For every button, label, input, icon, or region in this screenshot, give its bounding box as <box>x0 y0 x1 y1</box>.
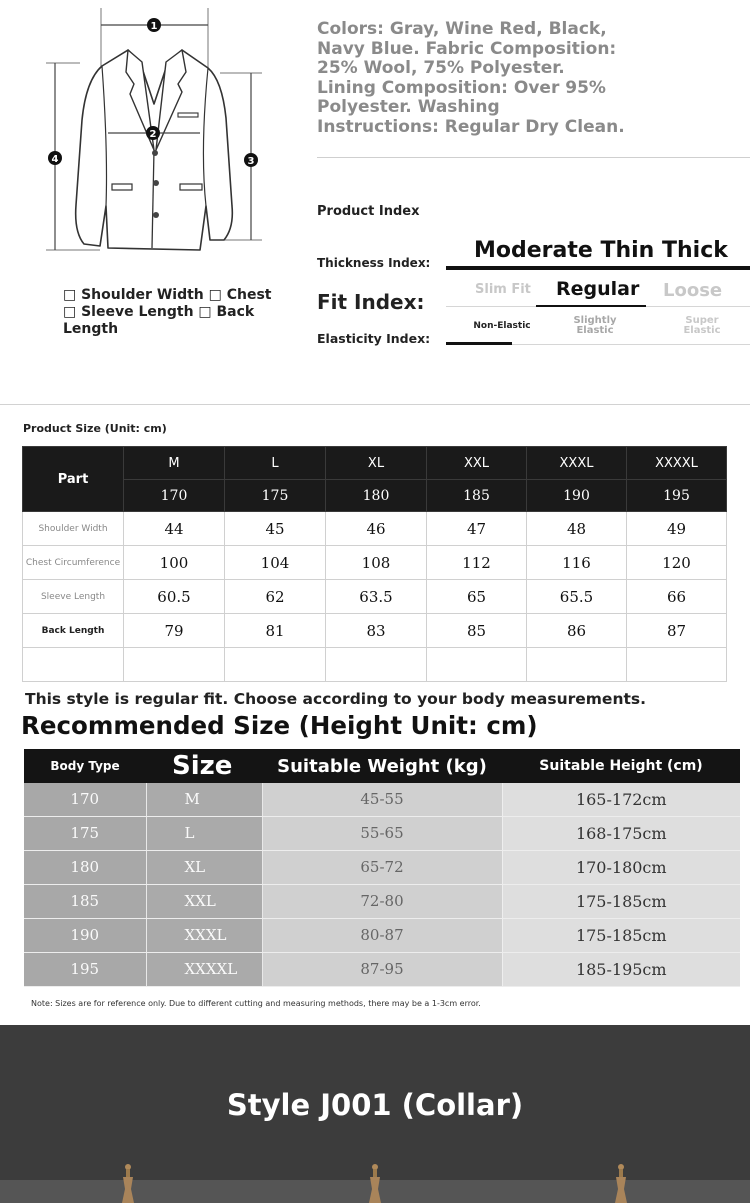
fit-note: This style is regular fit. Choose according to your body measurements. <box>25 690 647 708</box>
body-type-cell: 180 <box>24 850 146 884</box>
table-cell: 45 <box>225 512 326 546</box>
header-size: Size <box>146 749 262 783</box>
size-cell: L <box>146 816 262 850</box>
table-cell: 79 <box>124 614 225 648</box>
size-header-cell: XXXXL <box>627 447 727 480</box>
table-cell: 62 <box>225 580 326 614</box>
thickness-index-label: Thickness Index: <box>317 256 431 270</box>
height-header-cell: 185 <box>427 480 527 512</box>
thickness-index-value: Moderate Thin Thick <box>474 238 728 263</box>
row-label: Sleeve Length <box>23 580 124 614</box>
body-type-cell: 195 <box>24 952 146 986</box>
recommend-table <box>24 749 740 987</box>
height-header-row <box>23 480 727 512</box>
size-cell: XL <box>146 850 262 884</box>
weight-cell: 45-55 <box>262 783 502 816</box>
table-cell: 66 <box>627 580 727 614</box>
elasticity-option-slight: Slightly Elastic <box>573 315 617 336</box>
table-cell: 108 <box>326 546 427 580</box>
header-weight: Suitable Weight (kg) <box>262 749 502 783</box>
height-header-cell: 175 <box>225 480 326 512</box>
thickness-indicator-bar <box>446 266 750 270</box>
table-cell: 46 <box>326 512 427 546</box>
table-cell: 86 <box>527 614 627 648</box>
style-banner <box>0 1025 750 1203</box>
size-cell: M <box>146 783 262 816</box>
size-header-cell: L <box>225 447 326 480</box>
table-cell: 120 <box>627 546 727 580</box>
body-type-cell: 175 <box>24 816 146 850</box>
table-cell: 87 <box>627 614 727 648</box>
size-cell: XXL <box>146 884 262 918</box>
fit-indicator-bar <box>536 305 646 307</box>
table-cell: 81 <box>225 614 326 648</box>
body-type-cell: 190 <box>24 918 146 952</box>
row-label: Back Length <box>23 614 124 648</box>
size-header-cell: XXL <box>427 447 527 480</box>
banner-title: Style J001 (Collar) <box>226 1088 524 1122</box>
table-row <box>24 816 740 850</box>
diagram-legend: □ Shoulder Width □ Chest □ Sleeve Length □ Back Length <box>63 287 272 337</box>
weight-cell: 55-65 <box>262 816 502 850</box>
divider <box>317 157 750 158</box>
table-cell: 47 <box>427 512 527 546</box>
row-label: Chest Circumference <box>23 546 124 580</box>
table-cell: 65 <box>427 580 527 614</box>
height-cell: 185-195cm <box>502 952 740 986</box>
table-cell: 44 <box>124 512 225 546</box>
svg-text:4: 4 <box>51 154 59 165</box>
weight-cell: 72-80 <box>262 884 502 918</box>
elasticity-option-super: Super Elastic <box>683 315 721 336</box>
height-cell: 175-185cm <box>502 918 740 952</box>
table-row <box>24 952 740 986</box>
height-header-cell: 180 <box>326 480 427 512</box>
hanger-hook-icon <box>119 1163 137 1203</box>
table-cell: 48 <box>527 512 627 546</box>
svg-text:2: 2 <box>149 129 157 140</box>
table-row <box>23 546 727 580</box>
fit-option-loose: Loose <box>663 280 723 301</box>
height-cell: 175-185cm <box>502 884 740 918</box>
height-header-cell: 170 <box>124 480 225 512</box>
weight-cell: 80-87 <box>262 918 502 952</box>
fit-option-slim: Slim Fit <box>475 282 531 297</box>
hanger-hook-icon <box>612 1163 630 1203</box>
elasticity-option-non: Non-Elastic <box>473 321 531 331</box>
height-cell: 168-175cm <box>502 816 740 850</box>
part-header: Part <box>23 447 124 512</box>
height-cell: 165-172cm <box>502 783 740 816</box>
fit-option-regular: Regular <box>556 278 640 300</box>
table-cell: 60.5 <box>124 580 225 614</box>
table-cell: 112 <box>427 546 527 580</box>
table-cell: 100 <box>124 546 225 580</box>
table-row <box>24 783 740 816</box>
weight-cell: 65-72 <box>262 850 502 884</box>
empty-row <box>23 648 727 682</box>
weight-cell: 87-95 <box>262 952 502 986</box>
table-row <box>24 918 740 952</box>
size-cell: XXXXL <box>146 952 262 986</box>
table-row <box>23 512 727 546</box>
recommend-header-row <box>24 749 740 783</box>
table-row <box>23 580 727 614</box>
table-cell: 83 <box>326 614 427 648</box>
header-height: Suitable Height (cm) <box>502 749 740 783</box>
table-cell: 49 <box>627 512 727 546</box>
recommend-title: Recommended Size (Height Unit: cm) <box>21 711 538 740</box>
body-type-cell: 185 <box>24 884 146 918</box>
table-row <box>24 884 740 918</box>
table-row <box>23 614 727 648</box>
size-disclaimer: Note: Sizes are for reference only. Due to different cutting and measuring methods, there may be a 1-3cm error. <box>31 999 481 1008</box>
svg-text:1: 1 <box>150 21 158 32</box>
jacket-measurement-diagram <box>40 0 270 260</box>
table-cell: 85 <box>427 614 527 648</box>
table-cell: 63.5 <box>326 580 427 614</box>
size-header-row <box>23 447 727 480</box>
header-body-type: Body Type <box>24 749 146 783</box>
size-table-title: Product Size (Unit: cm) <box>23 422 167 435</box>
table-cell: 116 <box>527 546 627 580</box>
table-row <box>24 850 740 884</box>
height-header-cell: 195 <box>627 480 727 512</box>
svg-text:3: 3 <box>247 156 255 167</box>
row-label: Shoulder Width <box>23 512 124 546</box>
section-divider <box>0 404 750 405</box>
marker-back-length <box>48 151 62 165</box>
height-cell: 170-180cm <box>502 850 740 884</box>
size-header-cell: M <box>124 447 225 480</box>
table-cell: 65.5 <box>527 580 627 614</box>
height-header-cell: 190 <box>527 480 627 512</box>
product-info-section <box>0 0 750 405</box>
size-header-cell: XXXL <box>527 447 627 480</box>
size-cell: XXXL <box>146 918 262 952</box>
table-cell: 104 <box>225 546 326 580</box>
product-description: Colors: Gray, Wine Red, Black, Navy Blue. Fabric Composition: 25% Wool, 75% Polyester. Lining Composition: Over 95% Polyester. Washing Instructions: Regular Dry Clean. <box>317 19 625 137</box>
body-type-cell: 170 <box>24 783 146 816</box>
marker-chest <box>146 126 160 140</box>
fit-index-label: Fit Index: <box>317 290 425 314</box>
elasticity-index-label: Elasticity Index: <box>317 331 431 346</box>
hanger-hook-icon <box>366 1163 384 1203</box>
elasticity-indicator-bar <box>446 342 512 345</box>
marker-shoulder <box>147 18 161 32</box>
size-header-cell: XL <box>326 447 427 480</box>
product-index-title: Product Index <box>317 204 420 219</box>
marker-sleeve <box>244 153 258 167</box>
size-table <box>22 446 727 682</box>
